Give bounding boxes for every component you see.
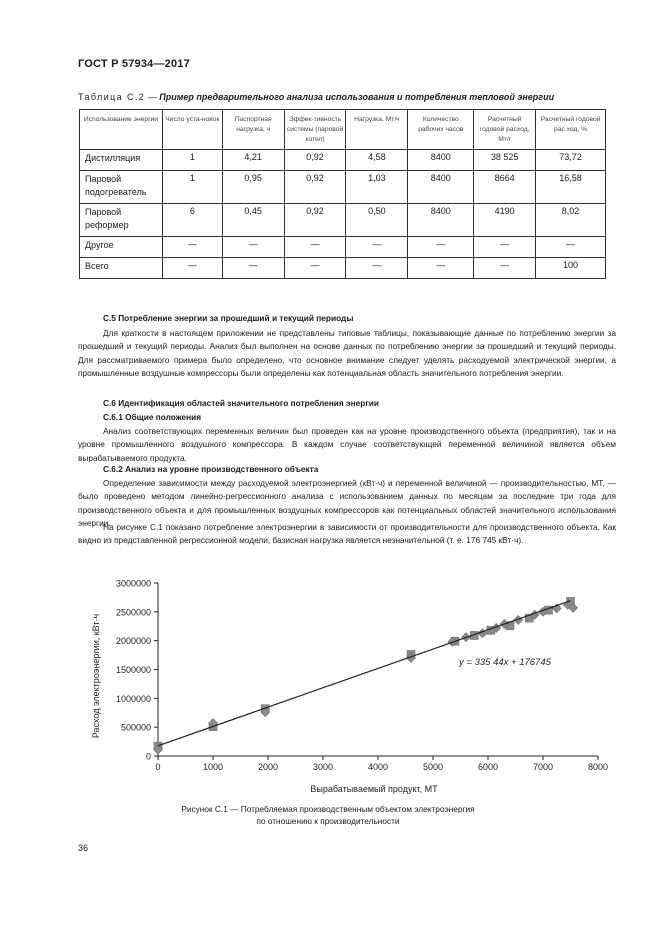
figure-caption xyxy=(78,803,578,827)
table-cell: — xyxy=(346,237,408,258)
x-tick-label: 3000 xyxy=(312,762,334,772)
y-tick-label: 1500000 xyxy=(115,665,151,675)
section-c62-text-2: На рисунке С.1 показано потребление электроэнергии в зависимости от производительности для производственного объекта. Как видно из представленной регрессионной модели, базисная нагрузка является незначительной (т. е. 176 745 кВт·ч). xyxy=(78,522,616,546)
column-header: Паспортная нагрузка, ч xyxy=(222,110,284,150)
x-tick-label: 4000 xyxy=(367,762,389,772)
table-caption-label: Таблица С.2 xyxy=(78,92,146,102)
y-tick-label: 500000 xyxy=(120,722,151,733)
table-cell: — xyxy=(222,258,284,279)
table-header-row xyxy=(80,110,606,150)
column-header: Расчетный годовой расход, Мт/г xyxy=(474,110,536,150)
table-cell: Другое xyxy=(80,237,163,258)
table-cell: — xyxy=(162,258,222,279)
table-cell: 73,72 xyxy=(536,150,606,171)
table-cell: 0,95 xyxy=(222,171,284,204)
table-cell: 0,50 xyxy=(346,204,408,237)
y-axis-ticks xyxy=(116,579,158,762)
table-cell: 4190 xyxy=(474,204,536,237)
figure-caption-line-2: по отношению к производительности xyxy=(256,816,400,826)
x-tick-label: 0 xyxy=(155,762,161,772)
x-tick-label: 8000 xyxy=(587,762,609,772)
section-c62-text-1: Определение зависимости между расходуемой электроэнергией (кВт·ч) и переменной величиной — производительностью, МТ, — было проведено методом линейно-регрессионного анализа с использованием данных по месяцам за последние три года для производственного объекта и для промышленных воздушных компрессоров как потенциальных областей значительного использования энергии. xyxy=(78,478,616,529)
regression-equation: y = 335 44x + 176745 xyxy=(459,657,551,668)
table-row xyxy=(80,171,606,204)
table-cell: Паровой подогреватель xyxy=(80,171,163,204)
x-tick-label: 7000 xyxy=(532,762,554,772)
table-cell: 0,45 xyxy=(222,204,284,237)
table-cell: 8400 xyxy=(408,150,474,171)
section-c61-heading: С.6.1 Общие положения xyxy=(103,412,202,422)
document-standard-header: ГОСТ Р 57934—2017 xyxy=(78,58,190,70)
table-cell: — xyxy=(408,258,474,279)
page-number: 36 xyxy=(78,843,89,853)
table-cell: 6 xyxy=(162,204,222,237)
table-cell: — xyxy=(474,258,536,279)
table-cell: 8,02 xyxy=(536,204,606,237)
table-cell: — xyxy=(408,237,474,258)
y-tick-label: 3000000 xyxy=(115,578,151,589)
table-cell: Всего xyxy=(80,258,163,279)
table-caption: Таблица С.2 — Пример предварительного анализа использования и потребления тепловой энергии xyxy=(78,92,555,102)
table-cell: — xyxy=(162,237,222,258)
table-cell: — xyxy=(222,237,284,258)
x-tick-label: 2000 xyxy=(257,762,279,772)
section-c61-text: Анализ соответствующих переменных величин был проведен как на уровне производственного объекта (предприятия), так и на уровне промышленного воздушного компрессора. В каждом случае соответствующей переменной величиной является объем вырабатываемого продукта. xyxy=(78,426,616,463)
figure-caption-line-1: Рисунок С.1 — Потребляемая производственным объектом электроэнергия xyxy=(181,804,475,814)
x-tick-label: 5000 xyxy=(422,762,444,772)
section-c62-heading: С.6.2 Анализ на уровне производственного объекта xyxy=(103,464,319,474)
y-tick-label: 0 xyxy=(145,751,151,762)
column-header: Эффек-тивность системы (паровой котел) xyxy=(284,110,346,150)
table-cell: 38 525 xyxy=(474,150,536,171)
table-cell: 8400 xyxy=(408,204,474,237)
regression-line xyxy=(158,601,571,746)
column-header: Число уста-новок xyxy=(162,110,222,150)
table-row xyxy=(80,150,606,171)
column-header: Нагрузка, Мт/ч xyxy=(346,110,408,150)
table-cell: 0,92 xyxy=(284,171,346,204)
table-cell: Паровой реформер xyxy=(80,204,163,237)
section-c5-heading: С.5 Потребление энергии за прошедший и текущий периоды xyxy=(103,313,354,323)
table-cell: 8664 xyxy=(474,171,536,204)
table-cell: 1 xyxy=(162,171,222,204)
column-header: Количество рабочих часов xyxy=(408,110,474,150)
table-row xyxy=(80,258,606,279)
y-tick-label: 2000000 xyxy=(115,636,151,647)
section-c5-text: Для краткости в настоящем приложении не представлены типовые таблицы, показывающие данные по потреблению энергии за прошедший и текущий периоды. Анализ был выполнен на основе данных по потреблению энергии за прошедший и текущий периоды. Для рассматриваемого примера было определено, что основное внимание следует уделять расходуемой электрической энергии, а промышленные воздушные компрессоры были определены как потенциальная область значительного потребления энергии. xyxy=(78,328,616,379)
column-header: Расчетный годовой рас ход, % xyxy=(536,110,606,150)
table-row xyxy=(80,237,606,258)
x-axis-ticks xyxy=(155,756,608,772)
table-cell: 16,58 xyxy=(536,171,606,204)
section-c6-heading: С.6 Идентификация областей значительного потребления энергии xyxy=(103,398,379,408)
y-tick-label: 1000000 xyxy=(115,693,151,704)
table-cell: — xyxy=(284,258,346,279)
table-caption-title: Пример предварительного анализа использования и потребления тепловой энергии xyxy=(159,92,555,102)
table-cell: — xyxy=(474,237,536,258)
table-cell: 4,58 xyxy=(346,150,408,171)
table-cell: 4,21 xyxy=(222,150,284,171)
y-tick-label: 2500000 xyxy=(115,607,151,618)
column-header: Использование энергии xyxy=(80,110,163,150)
table-cell: 1 xyxy=(162,150,222,171)
table-row xyxy=(80,204,606,237)
y-axis-label: Расход электроэнергии, кВт·ч xyxy=(91,613,101,739)
table-cell: — xyxy=(536,237,606,258)
x-axis-label: Вырабатываемый продукт, МТ xyxy=(310,784,438,794)
table-cell: Дистилляция xyxy=(80,150,163,171)
table-cell: 1,03 xyxy=(346,171,408,204)
table-cell: 0,92 xyxy=(284,150,346,171)
table-cell: — xyxy=(284,237,346,258)
x-tick-label: 6000 xyxy=(477,762,499,772)
table-cell: 8400 xyxy=(408,171,474,204)
table-cell: 100 xyxy=(536,258,606,279)
energy-regression-chart xyxy=(84,575,614,800)
table-cell: 0,92 xyxy=(284,204,346,237)
energy-use-table xyxy=(79,109,606,279)
x-tick-label: 1000 xyxy=(202,762,224,772)
table-cell: — xyxy=(346,258,408,279)
